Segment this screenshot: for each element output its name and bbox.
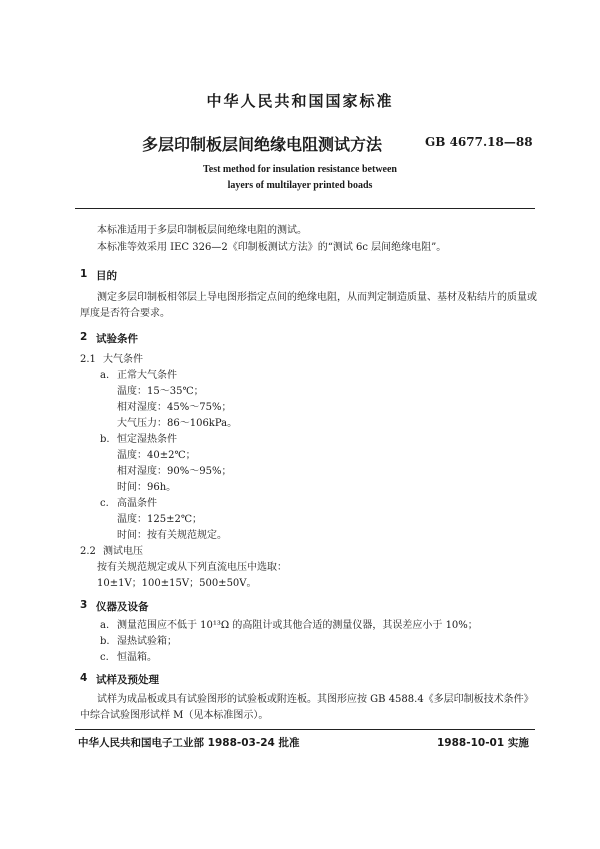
item-a-pressure: 大气压力：86～106kPa。 bbox=[117, 418, 238, 429]
intro-line-2: 本标准等效采用 IEC 326—2《印制板测试方法》的“测试 6c 层间绝缘电阻”。 bbox=[97, 242, 447, 253]
english-title-line-1: Test method for insulation resistance between bbox=[203, 164, 397, 175]
section-3-a-text: 测量范围应不低于 10¹³Ω 的高阻计或其他合适的测量仪器，其误差应小于 10%； bbox=[117, 620, 478, 631]
item-b-humidity: 相对湿度：90%～95%； bbox=[117, 466, 232, 477]
item-a-label: a. bbox=[100, 370, 110, 381]
section-2-2-heading: 测试电压 bbox=[103, 546, 143, 557]
item-c-label: c. bbox=[100, 498, 109, 509]
top-divider bbox=[75, 208, 535, 209]
item-b-time: 时间：96h。 bbox=[117, 482, 177, 493]
section-2-1-number: 2.1 bbox=[80, 354, 96, 365]
intro-line-1: 本标准适用于多层印制板层间绝缘电阻的测试。 bbox=[97, 225, 307, 236]
section-2-2-line-2: 10±1V；100±15V；500±50V。 bbox=[97, 578, 257, 589]
section-4-line-2: 中综合试验图形试样 M（见本标准图示）。 bbox=[80, 710, 269, 721]
section-2-number: 2 bbox=[80, 331, 88, 343]
section-3-heading: 仪器及设备 bbox=[96, 601, 149, 613]
item-b-temperature: 温度：40±2℃； bbox=[117, 450, 196, 461]
section-3-b-label: b. bbox=[100, 636, 110, 647]
section-3-a-label: a. bbox=[100, 620, 110, 631]
item-a-temperature: 温度：15～35℃； bbox=[117, 386, 204, 397]
item-c-temperature: 温度：125±2℃； bbox=[117, 514, 203, 525]
item-c-title: 高温条件 bbox=[117, 498, 157, 509]
section-3-c-text: 恒温箱。 bbox=[117, 652, 157, 663]
item-c-time: 时间：按有关规范规定。 bbox=[117, 530, 227, 541]
implementation-date: 1988-10-01 实施 bbox=[437, 737, 529, 749]
section-4-number: 4 bbox=[80, 672, 88, 684]
item-b-label: b. bbox=[100, 434, 110, 445]
item-a-humidity: 相对湿度：45%～75%； bbox=[117, 402, 232, 413]
approval-info: 中华人民共和国电子工业部 1988-03-24 批准 bbox=[78, 737, 300, 749]
english-title-line-2: layers of multilayer printed boads bbox=[227, 180, 373, 191]
section-2-1-heading: 大气条件 bbox=[103, 354, 143, 365]
section-2-2-line-1: 按有关规范规定或从下列直流电压中选取： bbox=[97, 562, 287, 573]
section-2-heading: 试验条件 bbox=[96, 333, 138, 345]
standard-number: GB 4677.18—88 bbox=[425, 135, 533, 149]
bottom-divider bbox=[75, 729, 535, 730]
item-a-title: 正常大气条件 bbox=[117, 370, 177, 381]
section-1-number: 1 bbox=[80, 268, 88, 280]
section-3-b-text: 湿热试验箱； bbox=[117, 636, 177, 647]
section-2-2-number: 2.2 bbox=[80, 546, 96, 557]
section-4-line-1: 试样为成品板或具有试验图形的试验板或附连板。其图形应按 GB 4588.4《多层印制板技术条件》 bbox=[97, 694, 534, 705]
section-1-body: 测定多层印制板相邻层上导电图形指定点间的绝缘电阻，从而判定制造质量、基材及粘结片的质量或厚度是否符合要求。 bbox=[80, 292, 537, 319]
section-1-heading: 目的 bbox=[96, 270, 117, 282]
section-4-heading: 试样及预处理 bbox=[96, 674, 159, 686]
document-title: 多层印制板层间绝缘电阻测试方法 bbox=[142, 135, 383, 154]
item-b-title: 恒定湿热条件 bbox=[117, 434, 177, 445]
section-3-c-label: c. bbox=[100, 652, 109, 663]
section-3-number: 3 bbox=[80, 599, 88, 611]
org-title: 中华人民共和国国家标准 bbox=[206, 92, 394, 110]
